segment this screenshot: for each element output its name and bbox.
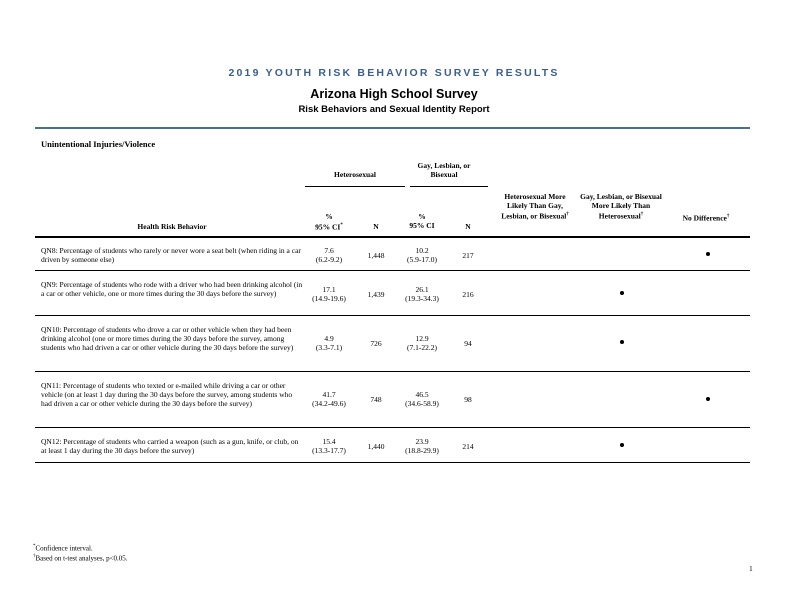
table-header-rule: [35, 236, 750, 238]
row-qn10-behavior: QN10: Percentage of students who drove a car or other vehicle when they had been drinking alcohol (one or more times during the 30 days before the survey, among students who had driven a car or other vehicle during the 30 days before the survey): [41, 325, 294, 352]
het-percent-header: % 95% CI*: [315, 212, 343, 232]
row-qn8-het-n: 1,448: [367, 251, 385, 260]
footnote-t-test: †Based on t-test analyses, p<0.05.: [33, 554, 128, 563]
footnote-confidence-interval: *Confidence interval.: [33, 544, 93, 553]
health-risk-behavior-header: Health Risk Behavior: [137, 222, 207, 231]
group-heterosexual-rule: [305, 186, 405, 187]
row-qn8-het-pct: 7.6 (6.2-9.2): [315, 246, 343, 264]
group-heterosexual-header: Heterosexual: [334, 170, 376, 179]
row-qn12-glb-pct: 23.9 (18.8-29.9): [405, 437, 439, 455]
row-divider: [35, 427, 750, 428]
row-qn9-glb-more-marker: [620, 291, 624, 295]
row-qn9-het-pct: 17.1 (14.9-19.6): [312, 285, 346, 303]
row-qn11-glb-n: 98: [464, 395, 472, 404]
row-qn8-glb-pct: 10.2 (5.9-17.0): [407, 246, 437, 264]
row-qn12-glb-n: 214: [462, 442, 474, 451]
row-qn10-glb-more-marker: [620, 340, 624, 344]
row-qn12-behavior: QN12: Percentage of students who carried a weapon (such as a gun, knife, or club, on at least 1 day during the 30 days before the survey): [41, 437, 299, 455]
row-qn8-behavior: QN8: Percentage of students who rarely or never wore a seat belt (when riding in a car driven by someone else): [41, 246, 301, 264]
row-qn11-behavior: QN11: Percentage of students who texted or e-mailed while driving a car or other vehicle (on at least 1 day during the 30 days before the survey, among students who had driven a car or other vehicle during the 30 days before the survey): [41, 381, 293, 408]
page-number: 1: [749, 564, 753, 573]
row-qn11-het-pct: 41.7 (34.2-49.6): [312, 390, 346, 408]
glb-n-header: N: [465, 222, 471, 231]
row-qn10-het-n: 726: [370, 339, 382, 348]
row-qn12-het-pct: 15.4 (13.3-17.7): [312, 437, 346, 455]
comparison-glb-more-header: Gay, Lesbian, or Bisexual More Likely Than Heterosexual†: [580, 192, 662, 221]
het-n-header: N: [373, 222, 379, 231]
row-qn8-no-difference-marker: [706, 252, 710, 256]
row-divider: [35, 270, 750, 271]
row-qn12-glb-more-marker: [620, 443, 624, 447]
group-glb-header: Gay, Lesbian, or Bisexual: [417, 161, 471, 179]
row-qn11-het-n: 748: [370, 395, 382, 404]
row-divider: [35, 371, 750, 372]
report-name: Risk Behaviors and Sexual Identity Report: [298, 104, 490, 115]
row-qn9-het-n: 1,439: [367, 290, 385, 299]
row-qn9-glb-pct: 26.1 (19.3-34.3): [405, 285, 439, 303]
row-qn11-no-difference-marker: [706, 397, 710, 401]
comparison-no-difference-header: No Difference†: [682, 213, 730, 223]
document-title: 2019 YOUTH RISK BEHAVIOR SURVEY RESULTS: [228, 67, 560, 79]
row-qn9-glb-n: 216: [462, 290, 474, 299]
row-qn8-glb-n: 217: [462, 251, 474, 260]
group-glb-rule: [410, 186, 488, 187]
row-divider: [35, 462, 750, 463]
row-qn10-glb-n: 94: [464, 339, 472, 348]
row-qn12-het-n: 1,440: [367, 442, 385, 451]
glb-percent-header: % 95% CI: [409, 212, 435, 230]
row-qn10-glb-pct: 12.9 (7.1-22.2): [407, 334, 437, 352]
survey-name: Arizona High School Survey: [310, 87, 478, 101]
row-qn9-behavior: QN9: Percentage of students who rode with a driver who had been drinking alcohol (in a car or other vehicle, one or more times during the 30 days before the survey): [41, 280, 303, 298]
section-title: Unintentional Injuries/Violence: [41, 139, 156, 149]
header-divider: [35, 127, 750, 129]
comparison-het-more-header: Heterosexual More Likely Than Gay, Lesbian, or Bisexual†: [501, 192, 569, 221]
row-qn10-het-pct: 4.9 (3.3-7.1): [315, 334, 343, 352]
row-divider: [35, 315, 750, 316]
row-qn11-glb-pct: 46.5 (34.6-58.9): [405, 390, 439, 408]
